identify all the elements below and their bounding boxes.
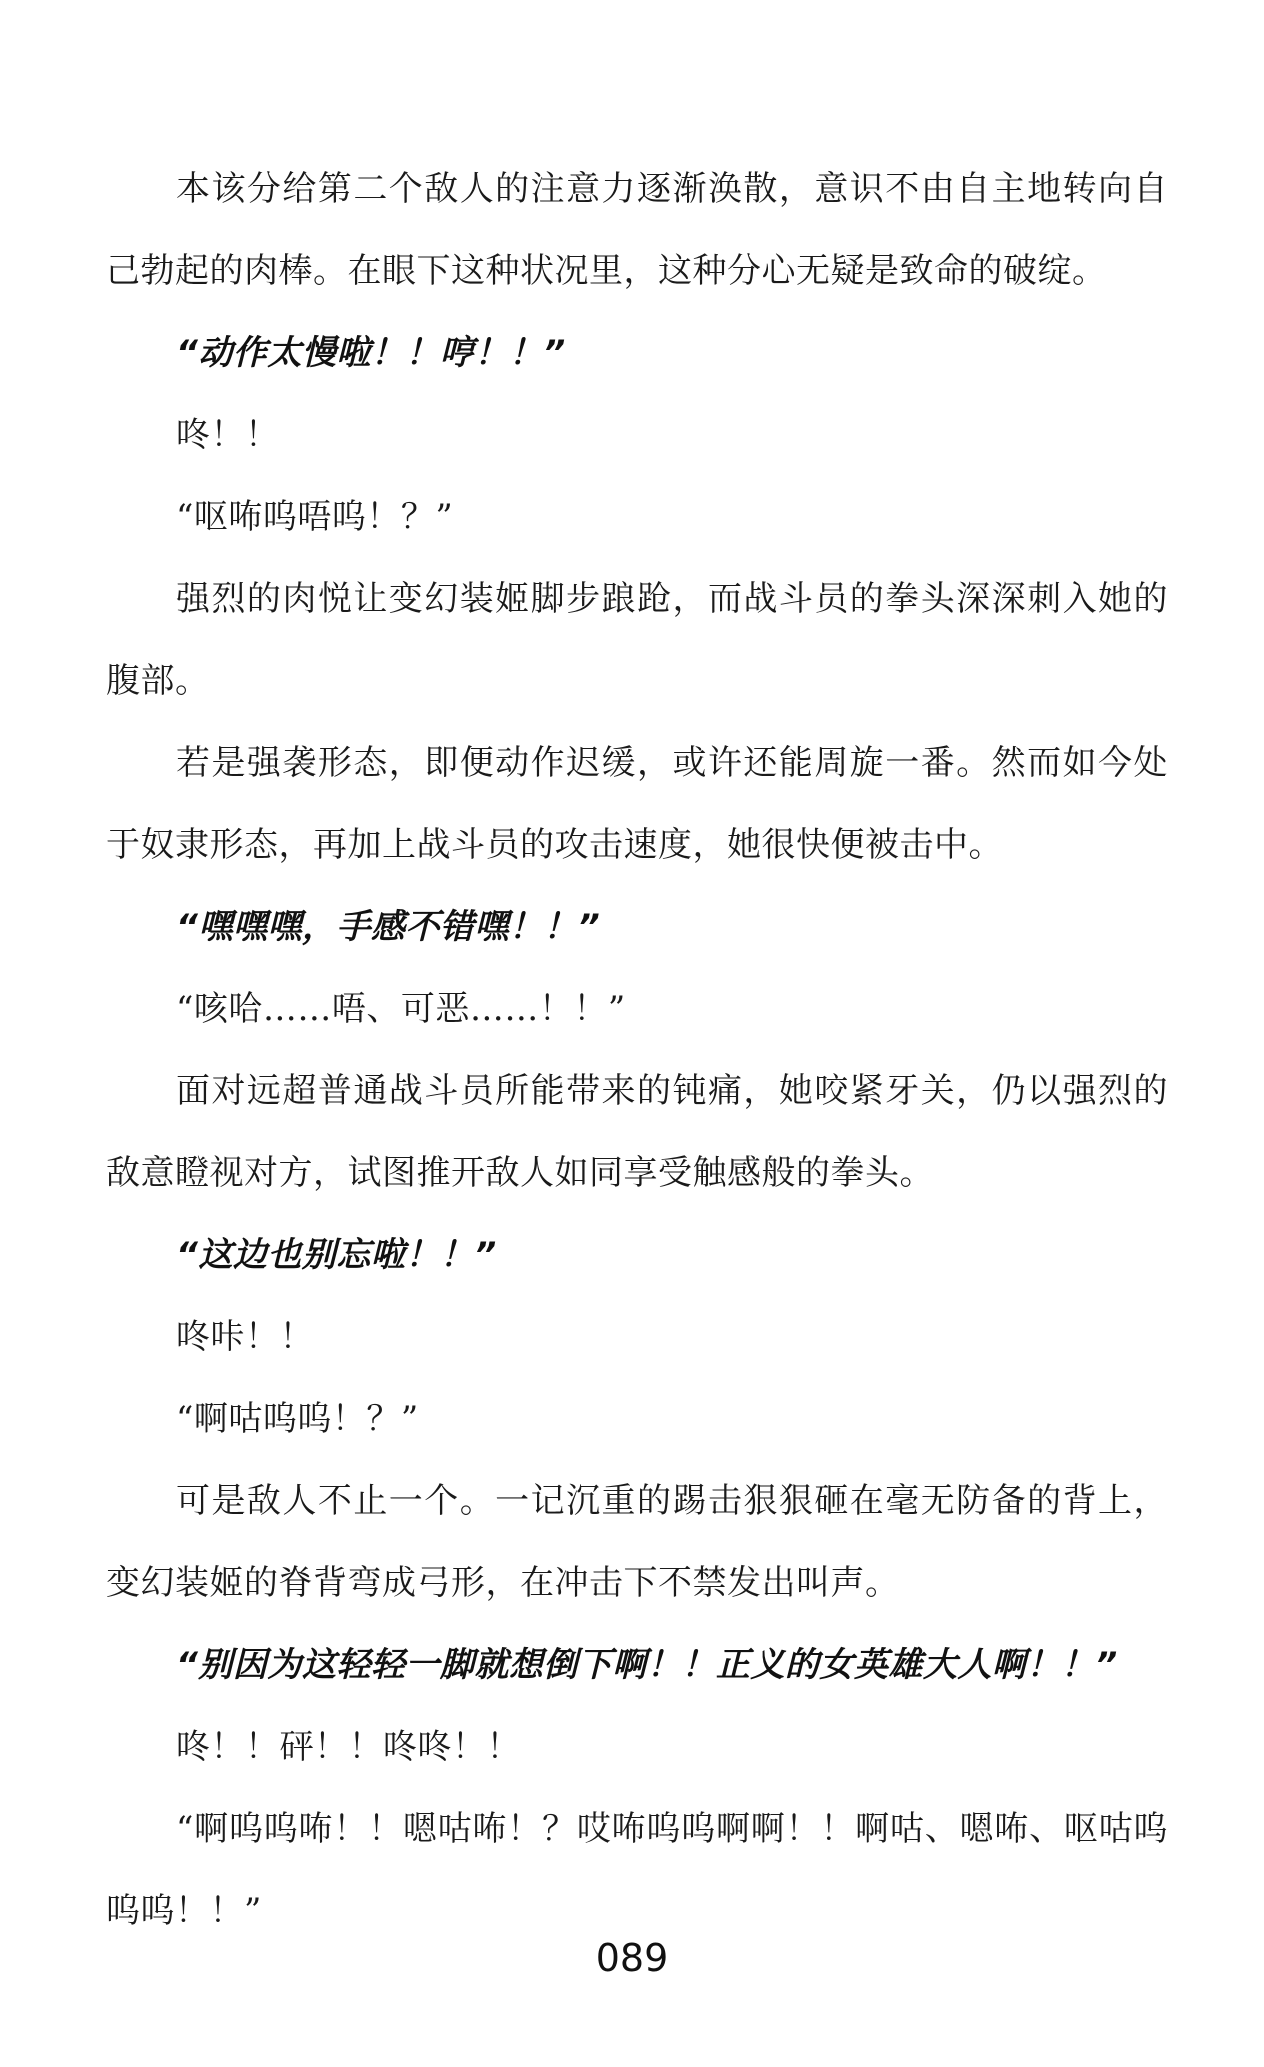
paragraph: 若是强袭形态，即便动作迟缓，或许还能周旋一番。然而如今处于奴隶形态，再加上战斗员的攻击速度，她很快便被击中。 [106,743,1168,865]
paragraph: 咚咔！！ [176,1317,314,1357]
paragraph: “呕咘呜唔呜！？” [176,497,454,537]
paragraph: “啊呜呜咘！！嗯咕咘！？哎咘呜呜啊啊！！啊咕、嗯咘、呕咕呜呜呜！！” [106,1809,1168,1931]
paragraph: 面对远超普通战斗员所能带来的钝痛，她咬紧牙关，仍以强烈的敌意瞪视对方，试图推开敌人如同享受触感般的拳头。 [106,1071,1168,1193]
paragraph: 本该分给第二个敌人的注意力逐渐涣散，意识不由自主地转向自己勃起的肉棒。在眼下这种状况里，这种分心无疑是致命的破绽。 [106,169,1168,291]
page-number: 089 [595,1936,669,1980]
paragraph-dialogue: “这边也别忘啦！！” [176,1235,497,1275]
paragraph-dialogue: “别因为这轻轻一脚就想倒下啊！！正义的女英雄大人啊！！” [176,1645,1118,1685]
paragraph: “啊咕呜呜！？” [176,1399,419,1439]
text-column [106,148,1168,1952]
paragraph-dialogue: “动作太慢啦！！哼！！” [176,333,566,373]
paragraph: 强烈的肉悦让变幻装姬脚步踉跄，而战斗员的拳头深深刺入她的腹部。 [106,579,1168,701]
paragraph: 咚！！砰！！咚咚！！ [176,1727,521,1767]
paragraph: 可是敌人不止一个。一记沉重的踢击狠狠砸在毫无防备的背上，变幻装姬的脊背弯成弓形，在冲击下不禁发出叫声。 [106,1481,1168,1603]
paragraph: 咚！！ [176,415,280,455]
paragraph-dialogue: “嘿嘿嘿，手感不错嘿！！” [176,907,601,947]
paragraph: “咳哈……唔、可恶……！！” [176,989,626,1029]
